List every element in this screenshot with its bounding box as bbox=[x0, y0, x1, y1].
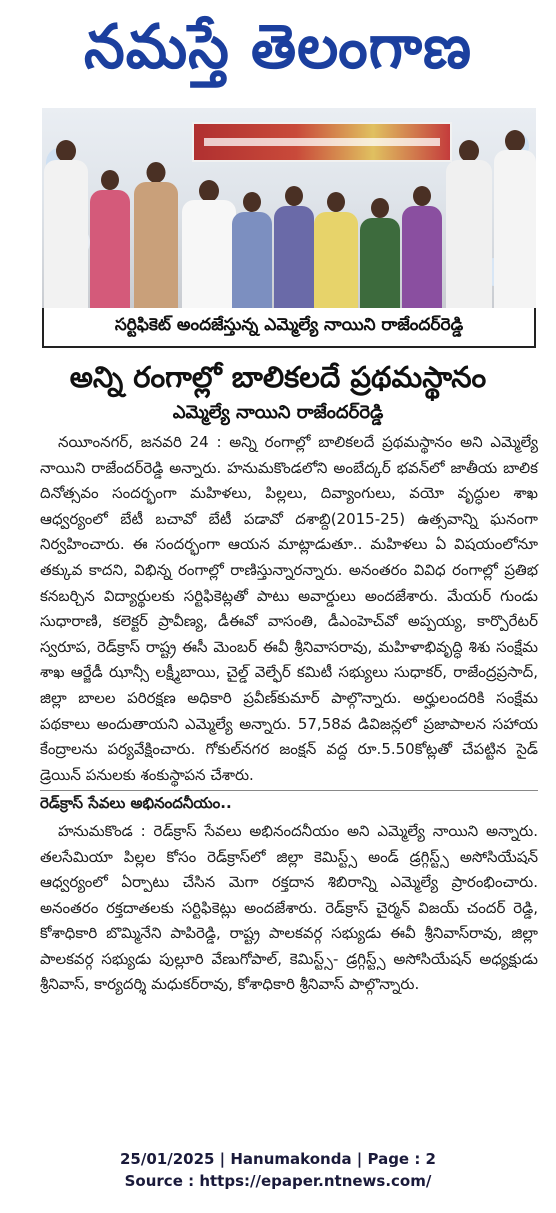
article-byline: ఎమ్మెల్యే నాయిని రాజేందర్‌రెడ్డి bbox=[172, 402, 384, 423]
event-banner bbox=[192, 122, 452, 162]
person bbox=[232, 192, 272, 308]
article-paragraph: నయీంనగర్, జనవరి 24 : అన్ని రంగాల్లో బాలికలదే ప్రథమస్థానం అని ఎమ్మెల్యే నాయిని రాజేందర్‌రెడ్డి అన్నారు. హనుమకొండలోని అంబేద్కర్ భవన్‌లో జాతీయ బాలిక దినోత్సవం సందర్భంగా మహిళలు, పిల్లలు, దివ్యాంగులు, వయో వృద్ధుల శాఖ ఆధ్వర్యంలో బేటీ బచావో బేటీ పడావో దశాబ్ది(2015-25) ఉత్సవాన్ని ఘనంగా నిర్వహించారు. ఈ సందర్భంగా ఆయన మాట్లాడుతూ.. మహిళలు ఏ విషయంలోనూ తక్కువ కాదని, విభిన్న రంగాల్లో రాణిస్తున్నారన్నారు. అనంతరం వివిధ రంగాల్లో ప్రతిభ కనబర్చిన విద్యార్థులకు సర్టిఫికెట్లతో పాటు అవార్డులు అందజేశారు. మేయర్ గుండు సుధారాణి, కలెక్టర్ ప్రావీణ్య, డీఈవో వాసంతి, డీఎంహెచ్‌వో అప్పయ్య, కార్పొరేటర్ స్వరూప, రెడ్‌క్రాస్ రాష్ట్ర ఈసీ మెంబర్ ఈవీ శ్రీనివాసరావు, మహిళాభివృద్ధి శిశు సంక్షేమ శాఖ ఆర్జేడీ ఝాన్సీ లక్ష్మీబాయి, చైల్డ్ వెల్ఫేర్ కమిటీ సభ్యులు సుధాకర్, రాజేంద్రప్రసాద్, జిల్లా బాలల పరిరక్షణ అధికారి ప్రవీణ్‌కుమార్ పాల్గొన్నారు. అర్హులందరికి సంక్షేమ పథకాలు అందుతాయని ఎమ్మెల్యే అన్నారు. 57,58వ డివిజన్లలో ప్రజాపాలన సహాయ కేంద్రాలను పర్యవేక్షించారు. గోకుల్‌నగర జంక్షన్ వద్ద రూ.5.50కోట్లతో చేపట్టిన సైడ్ డ్రెయిన్ పనులకు శంకుస్థాపన చేశారు. bbox=[40, 433, 538, 784]
person bbox=[182, 180, 236, 308]
person bbox=[44, 140, 88, 308]
person bbox=[402, 186, 442, 308]
article-body bbox=[40, 430, 538, 998]
footer-date-edition: 25/01/2025 | Hanumakonda | Page : 2 bbox=[119, 1150, 436, 1168]
person bbox=[314, 192, 358, 308]
person bbox=[274, 186, 314, 308]
masthead bbox=[0, 0, 556, 108]
person bbox=[446, 140, 492, 308]
article-paragraph: హనుమకొండ : రెడ్‌క్రాస్ సేవలు అభినందనీయం అని ఎమ్మెల్యే నాయిని అన్నారు. తలసేమియా పిల్లల కోసం రెడ్‌క్రాస్‌లో జిల్లా కెమిస్ట్స్ అండ్ డ్రగ్గిస్ట్స్ అసోసియేషన్ ఆధ్వర్యంలో ఏర్పాటు చేసిన మెగా రక్తదాన శిబిరాన్ని ఎమ్మెల్యే ప్రారంభించారు. అనంతరం రక్తదాతలకు సర్టిఫికెట్లు అందజేశారు. రెడ్‌క్రాస్ చైర్మన్ విజయ్ చందర్ రెడ్డి, కోశాధికారి బొమ్మినేని పాపిరెడ్డి, రాష్ట్ర పాలకవర్గ సభ్యుడు ఈవీ శ్రీనివాస్‌రావు, జిల్లా పాలకవర్గ సభ్యుడు పుల్లూరి వేణుగోపాల్, కెమిస్ట్స్- డ్రగ్గిస్ట్స్ అసోసియేషన్ అధ్యక్షుడు శ్రీనివాస్, కార్యదర్శి మధుకర్‌రావు, కోశాధికారి శ్రీనివాస్ పాల్గొన్నారు. bbox=[40, 821, 538, 994]
newspaper-logo: నమస్తే తెలంగాణ bbox=[84, 10, 472, 82]
photo-caption: సర్టిఫికెట్ అందజేస్తున్న ఎమ్మెల్యే నాయిని రాజేందర్‌రెడ్డి bbox=[42, 308, 536, 348]
footer-source-link[interactable]: Source : https://epaper.ntnews.com/ bbox=[124, 1172, 432, 1190]
person bbox=[360, 198, 400, 308]
person bbox=[90, 170, 130, 308]
event-photo bbox=[42, 108, 536, 308]
article-subheading: రెడ్‌క్రాస్ సేవలు అభినందనీయం.. bbox=[40, 790, 538, 817]
person bbox=[494, 130, 536, 308]
person bbox=[134, 162, 178, 308]
page-footer bbox=[0, 1148, 556, 1192]
article-headline: అన్ని రంగాల్లో బాలికలదే ప్రథమస్థానం bbox=[69, 360, 487, 394]
